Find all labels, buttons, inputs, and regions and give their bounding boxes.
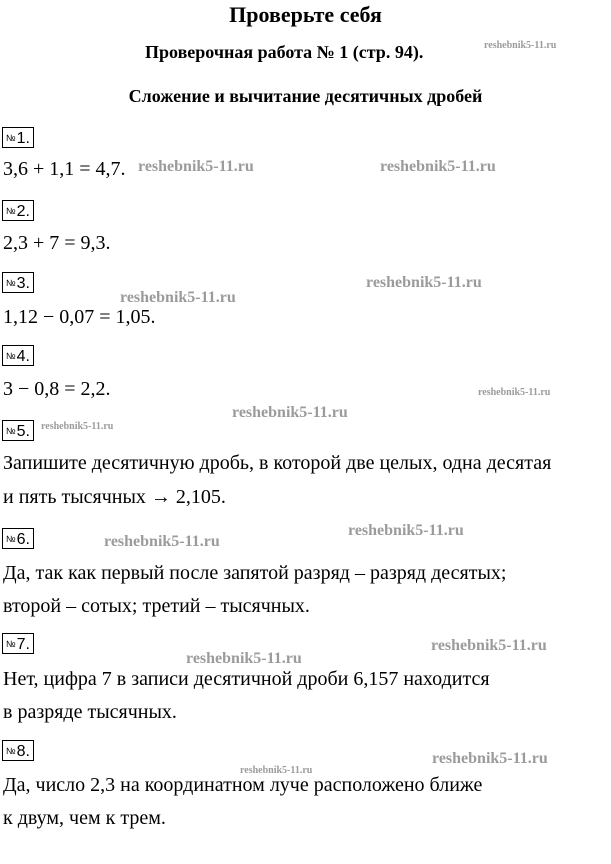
watermark: reshebnik5-11.ru (120, 289, 236, 306)
watermark: reshebnik5-11.ru (484, 40, 557, 51)
answer-5-line-2: и пять тысячных → 2,105. (3, 486, 226, 508)
watermark: reshebnik5-11.ru (138, 158, 254, 175)
watermark: reshebnik5-11.ru (41, 421, 114, 432)
work-subtitle: Проверочная работа № 1 (стр. 94). (145, 42, 424, 62)
answer-6-line-1: Да, так как первый после запятой разряд – разряд десятых; (3, 562, 507, 584)
task-number-6: №6. (2, 528, 34, 549)
answer-7-line-1: Нет, цифра 7 в записи десятичной дроби 6,157 находится (3, 668, 490, 690)
task-number-7: №7. (2, 633, 34, 654)
watermark: reshebnik5-11.ru (380, 158, 496, 175)
watermark: reshebnik5-11.ru (366, 274, 482, 291)
answer-5-line-1: Запишите десятичную дробь, в которой две целых, одна десятая (3, 452, 552, 474)
watermark: reshebnik5-11.ru (186, 650, 302, 667)
answer-2: 2,3 + 7 = 9,3. (3, 232, 111, 254)
task-number-1: №1. (2, 127, 34, 148)
answer-7-line-2: в разряде тысячных. (3, 701, 177, 723)
watermark: reshebnik5-11.ru (104, 533, 220, 550)
answer-3: 1,12 − 0,07 = 1,05. (3, 306, 156, 328)
watermark: reshebnik5-11.ru (348, 522, 464, 539)
answer-8-line-2: к двум, чем к трем. (3, 807, 166, 829)
answer-6-line-2: второй – сотых; третий – тысячных. (3, 595, 310, 617)
watermark: reshebnik5-11.ru (232, 404, 348, 421)
task-number-2: №2. (2, 200, 34, 221)
task-number-5: №5. (2, 420, 34, 441)
answer-1: 3,6 + 1,1 = 4,7. (3, 158, 126, 180)
task-number-8: №8. (2, 740, 34, 761)
answer-8-line-1: Да, число 2,3 на координатном луче расположено ближе (3, 774, 483, 796)
watermark: reshebnik5-11.ru (431, 637, 547, 654)
watermark: reshebnik5-11.ru (432, 750, 548, 767)
task-number-3: №3. (2, 272, 34, 293)
answer-4: 3 − 0,8 = 2,2. (3, 378, 111, 400)
watermark: reshebnik5-11.ru (478, 387, 551, 398)
task-number-4: №4. (2, 345, 34, 366)
watermark: reshebnik5-11.ru (240, 765, 313, 776)
topic-heading: Сложение и вычитание десятичных дробей (128, 86, 483, 106)
page-title: Проверьте себя (229, 2, 382, 27)
